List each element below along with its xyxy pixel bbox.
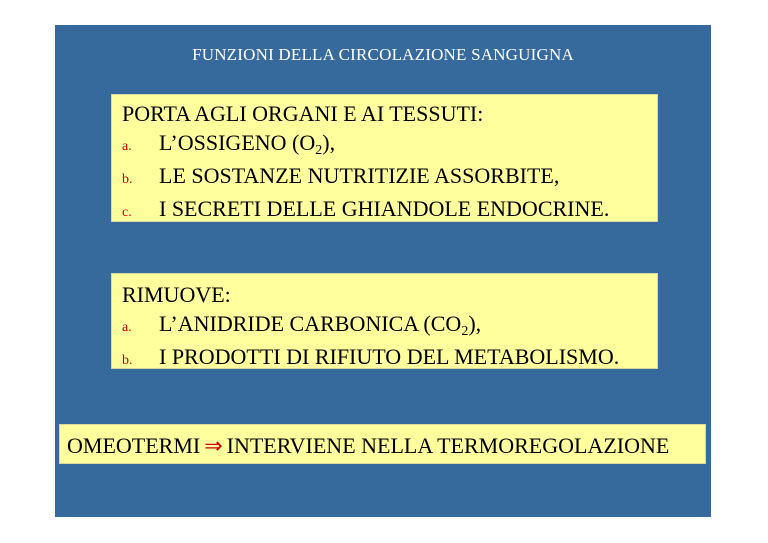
subscript: 2 — [461, 324, 469, 339]
list-marker: b. — [122, 172, 133, 187]
list-marker: b. — [122, 353, 133, 368]
list-marker: a. — [122, 320, 132, 335]
thermoregulation-text: INTERVIENE NELLA TERMOREGOLAZIONE — [226, 433, 670, 458]
list-item — [122, 309, 657, 342]
slide-title: FUNZIONI DELLA CIRCOLAZIONE SANGUIGNA — [192, 45, 574, 64]
removes-box — [111, 273, 658, 369]
subscript: 2 — [315, 143, 323, 158]
item-text-pre: L’OSSIGENO (O — [159, 130, 316, 155]
implies-arrow-icon: ⇒ — [204, 434, 223, 459]
item-text: I SECRETI DELLE GHIANDOLE ENDOCRINE. — [159, 196, 610, 221]
thermoregulation-line — [67, 431, 705, 461]
item-text-post: ), — [322, 130, 336, 155]
item-text — [159, 130, 336, 158]
list-item — [122, 194, 657, 227]
item-text — [159, 311, 482, 339]
list-marker: c. — [122, 205, 132, 220]
carries-box — [111, 94, 658, 222]
item-text: LE SOSTANZE NUTRITIZIE ASSORBITE, — [159, 163, 560, 188]
slide — [55, 25, 711, 517]
list-item — [122, 342, 657, 375]
thermoregulation-box — [59, 424, 706, 464]
homeotherms-label: OMEOTERMI — [67, 433, 201, 458]
item-text-pre: L’ANIDRIDE CARBONICA (CO — [159, 311, 462, 336]
list-item — [122, 128, 657, 161]
carries-heading: PORTA AGLI ORGANI E AI TESSUTI: — [122, 101, 484, 126]
list-marker: a. — [122, 139, 132, 154]
item-text-post: ), — [468, 311, 482, 336]
item-text: I PRODOTTI DI RIFIUTO DEL METABOLISMO. — [159, 344, 620, 369]
list-item — [122, 161, 657, 194]
removes-heading: RIMUOVE: — [122, 282, 231, 307]
